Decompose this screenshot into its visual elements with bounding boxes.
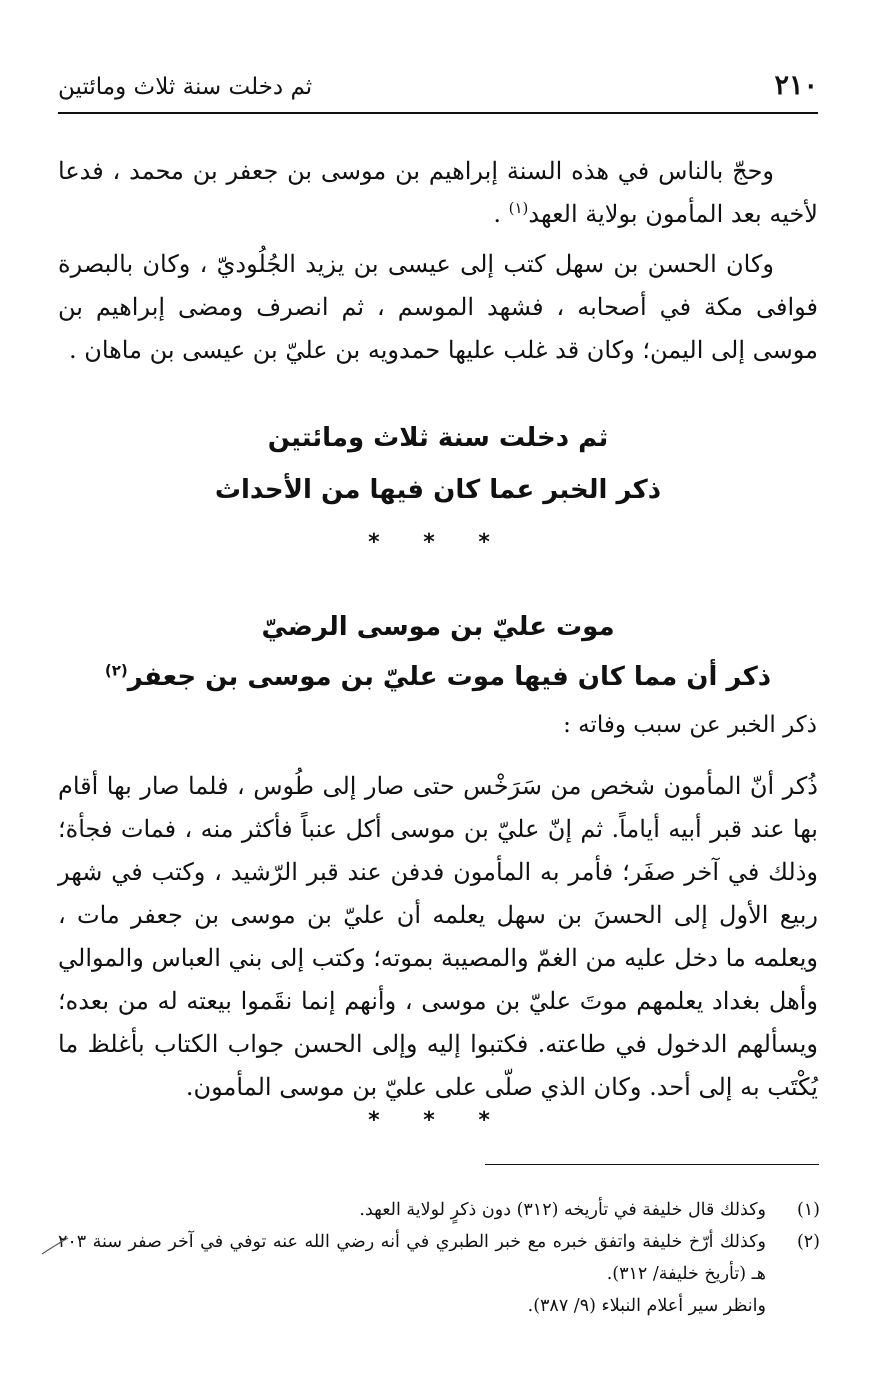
footnote-ref-1: (١) — [508, 199, 529, 217]
footnote-text: وكذلك أرّخ خليفة واتفق خبره مع خبر الطبري في أنه رضي الله عنه توفي في آخر صفر سنة ٢٠٣ هـ (تأريخ خليفة/ ٣١٢). — [58, 1232, 766, 1284]
footnote-divider — [485, 1164, 819, 1165]
paragraph-death-account: ذُكر أنّ المأمون شخص من سَرَخْس حتى صار إلى طُوس ، فلما صار بها أقام بها عند قبر أبيه أياماً. ثم إنّ عليّ بن موسى أكل عنباً فأكثر منه ، فمات فجأة؛ وذلك في آخر صفَر؛ فأمر به المأمون فدفن عند قبر الرّشيد ، وكتب في شهر ربيع الأول إلى الحسنَ بن سهل يعلمه أن عليّ بن موسى بن جعفر مات ، ويعلمه ما دخل عليه من الغمّ والمصيبة بموته؛ وكتب إلى بني العباس والموالي وأهل بغداد يعلمهم موتَ عليّ بن موسى ، وأنهم إنما نقَموا بيعته له من بعده؛ ويسألهم الدخول في طاعته. فكتبوا إليه وإلى الحسن جواب الكتاب بأغلظ ما يُكْتَب به إلى أحد. وكان الذي صلّى على عليّ بن موسى المأمون. — [58, 772, 819, 1101]
intro-line: ذكر الخبر عن سبب وفاته : — [563, 712, 817, 738]
footnotes — [58, 1194, 820, 1322]
footnote-extra: وانظر سير أعلام النبلاء (٩/ ٣٨٧). — [527, 1296, 766, 1316]
margin-pencil-mark — [40, 1236, 70, 1256]
events-heading: ذكر الخبر عما كان فيها من الأحداث — [214, 475, 662, 505]
footnote-text: وكذلك قال خليفة في تأريخه (٣١٢) دون ذكرٍ لولاية العهد. — [359, 1200, 766, 1220]
paragraph-hajj-text: وحجّ بالناس في هذه السنة إبراهيم بن موسى بن جعفر بن محمد ، فدعا لأخيه بعد المأمون بولاية العهد — [58, 157, 818, 228]
death-subheading — [58, 662, 818, 692]
death-heading: موت عليّ بن موسى الرضيّ — [261, 612, 615, 642]
footnote-ref-2: (٢) — [104, 661, 128, 680]
footnote-number: (١) — [796, 1200, 820, 1220]
page-header — [58, 62, 818, 114]
death-subheading-text: ذكر أن مما كان فيها موت عليّ بن موسى بن جعفر — [127, 662, 772, 692]
section-separator: * * * — [368, 530, 508, 555]
end-separator: * * * — [368, 1108, 508, 1133]
running-title: ثم دخلت سنة ثلاث ومائتين — [58, 74, 313, 100]
footnote-number: (٢) — [796, 1232, 820, 1252]
paragraph-hasan: وكان الحسن بن سهل كتب إلى عيسى بن يزيد الجُلُوديّ ، وكان بالبصرة فوافى مكة في أصحابه ، فشهد الموسم ، ثم انصرف ومضى إبراهيم بن موسى إلى اليمن؛ وكان قد غلب عليها حمدويه بن عليّ بن عيسى بن ماهان . — [58, 250, 818, 364]
footnote — [58, 1226, 820, 1290]
paragraph-hajj-end: . — [493, 200, 509, 228]
paragraph-hajj — [58, 150, 818, 236]
page-number: ٢١٠ — [774, 70, 818, 101]
footnote — [58, 1194, 820, 1226]
year-heading: ثم دخلت سنة ثلاث ومائتين — [267, 423, 609, 453]
